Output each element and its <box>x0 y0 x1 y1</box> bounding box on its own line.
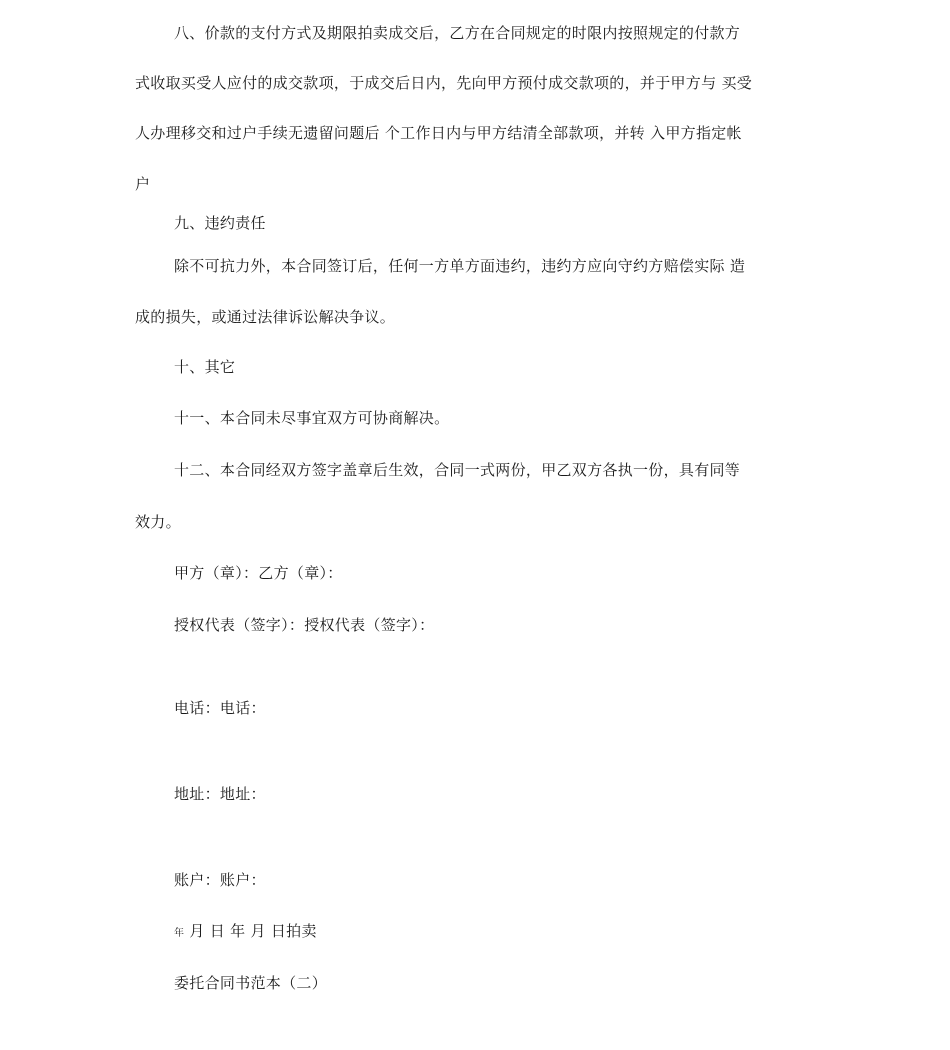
clause-8-line-2: 式收取买受人应付的成交款项，于成交后日内，先向甲方预付成交款项的，并于甲方与 买受 <box>135 74 753 92</box>
clause-9-line-1: 除不可抗力外，本合同签订后，任何一方单方面违约，违约方应向守约方赔偿实际 造 <box>174 257 746 275</box>
clause-11: 十一、本合同未尽事宜双方可协商解决。 <box>174 409 450 427</box>
address-line: 地址：地址： <box>174 785 266 803</box>
clause-8-line-1: 八、价款的支付方式及期限拍卖成交后，乙方在合同规定的时限内按照规定的付款方 <box>174 24 741 42</box>
clause-12-line-1: 十二、本合同经双方签字盖章后生效，合同一式两份，甲乙双方各执一份，具有同等 <box>174 461 741 479</box>
authorized-rep-line: 授权代表（签字）：授权代表（签字）： <box>174 616 435 634</box>
clause-12-line-2: 效力。 <box>135 513 181 531</box>
clause-9-line-2: 成的损失，或通过法律诉讼解决争议。 <box>135 308 396 326</box>
year-mark: 年 <box>174 928 185 939</box>
date-text: 月 日 年 月 日拍卖 <box>189 922 317 940</box>
phone-line: 电话：电话： <box>174 699 266 717</box>
next-section-title: 委托合同书范本（二） <box>174 974 328 992</box>
clause-10-heading: 十、其它 <box>174 358 236 376</box>
clause-9-heading: 九、违约责任 <box>174 214 266 232</box>
date-line <box>174 921 317 944</box>
signature-seal-line: 甲方（章）：乙方（章）： <box>174 564 343 582</box>
clause-8-line-4: 户 <box>135 175 151 193</box>
account-line: 账户：账户： <box>174 871 266 889</box>
clause-8-line-3: 人办理移交和过户手续无遗留问题后 个工作日内与甲方结清全部款项，并转 入甲方指定帐 <box>135 124 742 142</box>
